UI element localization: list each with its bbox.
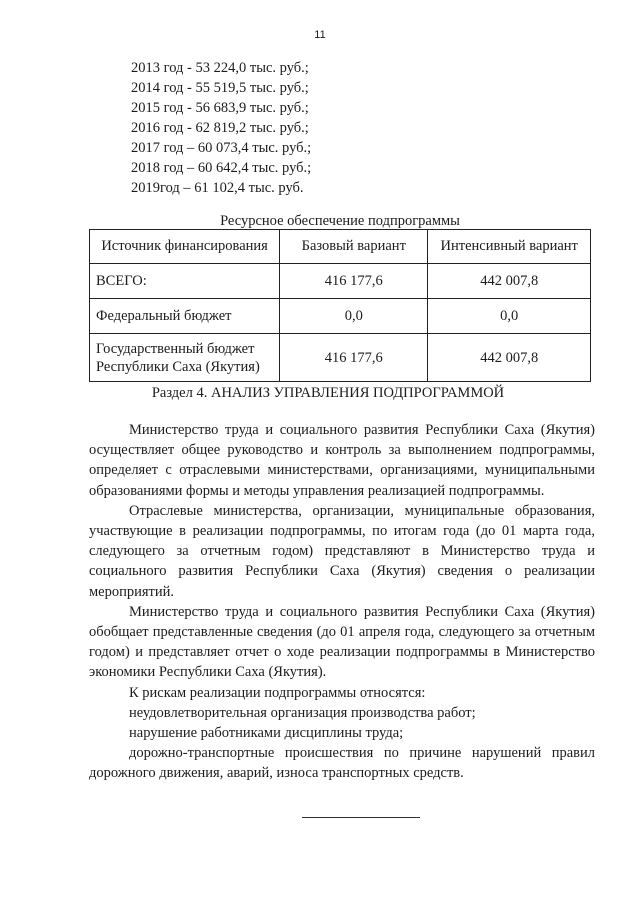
table-row [90,334,591,382]
cell-intensive: 0,0 [428,299,591,334]
table-row [90,299,591,334]
year-funding-line: 2016 год - 62 819,2 тыс. руб.; [131,120,309,136]
cell-source: ВСЕГО: [90,264,280,299]
header-base-variant: Базовый вариант [280,230,428,264]
year-funding-line: 2018 год – 60 642,4 тыс. руб.; [131,160,312,176]
cell-base: 0,0 [280,299,428,334]
section-body [89,420,595,784]
cell-base: 416 177,6 [280,334,428,382]
paragraph: Министерство труда и социального развития Республики Саха (Якутия) обобщает представленные сведения (до 01 апреля года, следующего за отчетным годом) и представляет отчет о ходе реализации подпрограммы в Министерство экономики Республики Саха (Якутия). [89,603,595,681]
header-source: Источник финансирования [90,230,280,264]
closing-rule [302,817,420,818]
cell-base: 416 177,6 [280,264,428,299]
paragraph: неудовлетворительная организация производства работ; [129,704,476,721]
paragraph: Отраслевые министерства, организации, муниципальные образования, участвующие в реализации подпрограммы, по итогам года (до 01 марта года, следующего за отчетным годом) представляют в Министерство труда и социального развития Республики Саха (Якутия) сведения о реализации мероприятий. [89,502,595,600]
year-funding-line: 2015 год - 56 683,9 тыс. руб.; [131,100,309,116]
year-funding-line: 2014 год - 55 519,5 тыс. руб.; [131,80,309,96]
table-caption: Ресурсное обеспечение подпрограммы [220,213,460,229]
cell-source: Федеральный бюджет [90,299,280,334]
year-funding-line: 2013 год - 53 224,0 тыс. руб.; [131,60,309,76]
table-row [90,264,591,299]
cell-source-line: Государственный бюджет [96,340,255,357]
paragraph: Министерство труда и социального развития Республики Саха (Якутия) осуществляет общее руководство и контроль за выполнением подпрограммы, определяет с отраслевыми министерствами, организациями, муниципальными образованиями формы и методы управления реализацией подпрограммы. [89,422,595,499]
paragraph: нарушение работниками дисциплины труда; [129,725,404,742]
year-funding-line: 2019год – 61 102,4 тыс. руб. [131,180,304,196]
cell-intensive: 442 007,8 [428,334,591,382]
header-intensive-variant: Интенсивный вариант [428,230,591,264]
paragraph: дорожно-транспортные происшествия по причине нарушений правил дорожного движения, аварий, износа транспортных средств. [89,745,595,782]
table-header-row [90,230,591,264]
year-funding-line: 2017 год – 60 073,4 тыс. руб.; [131,140,312,156]
cell-intensive: 442 007,8 [428,264,591,299]
page-number: 11 [314,29,326,41]
funding-by-year-list [131,58,311,198]
section-heading: Раздел 4. АНАЛИЗ УПРАВЛЕНИЯ ПОДПРОГРАММОЙ [151,385,505,401]
paragraph: К рискам реализации подпрограммы относятся: [129,684,426,701]
cell-source [90,334,280,382]
resource-table [89,229,591,382]
cell-source-line: Республики Саха (Якутия) [96,358,260,375]
